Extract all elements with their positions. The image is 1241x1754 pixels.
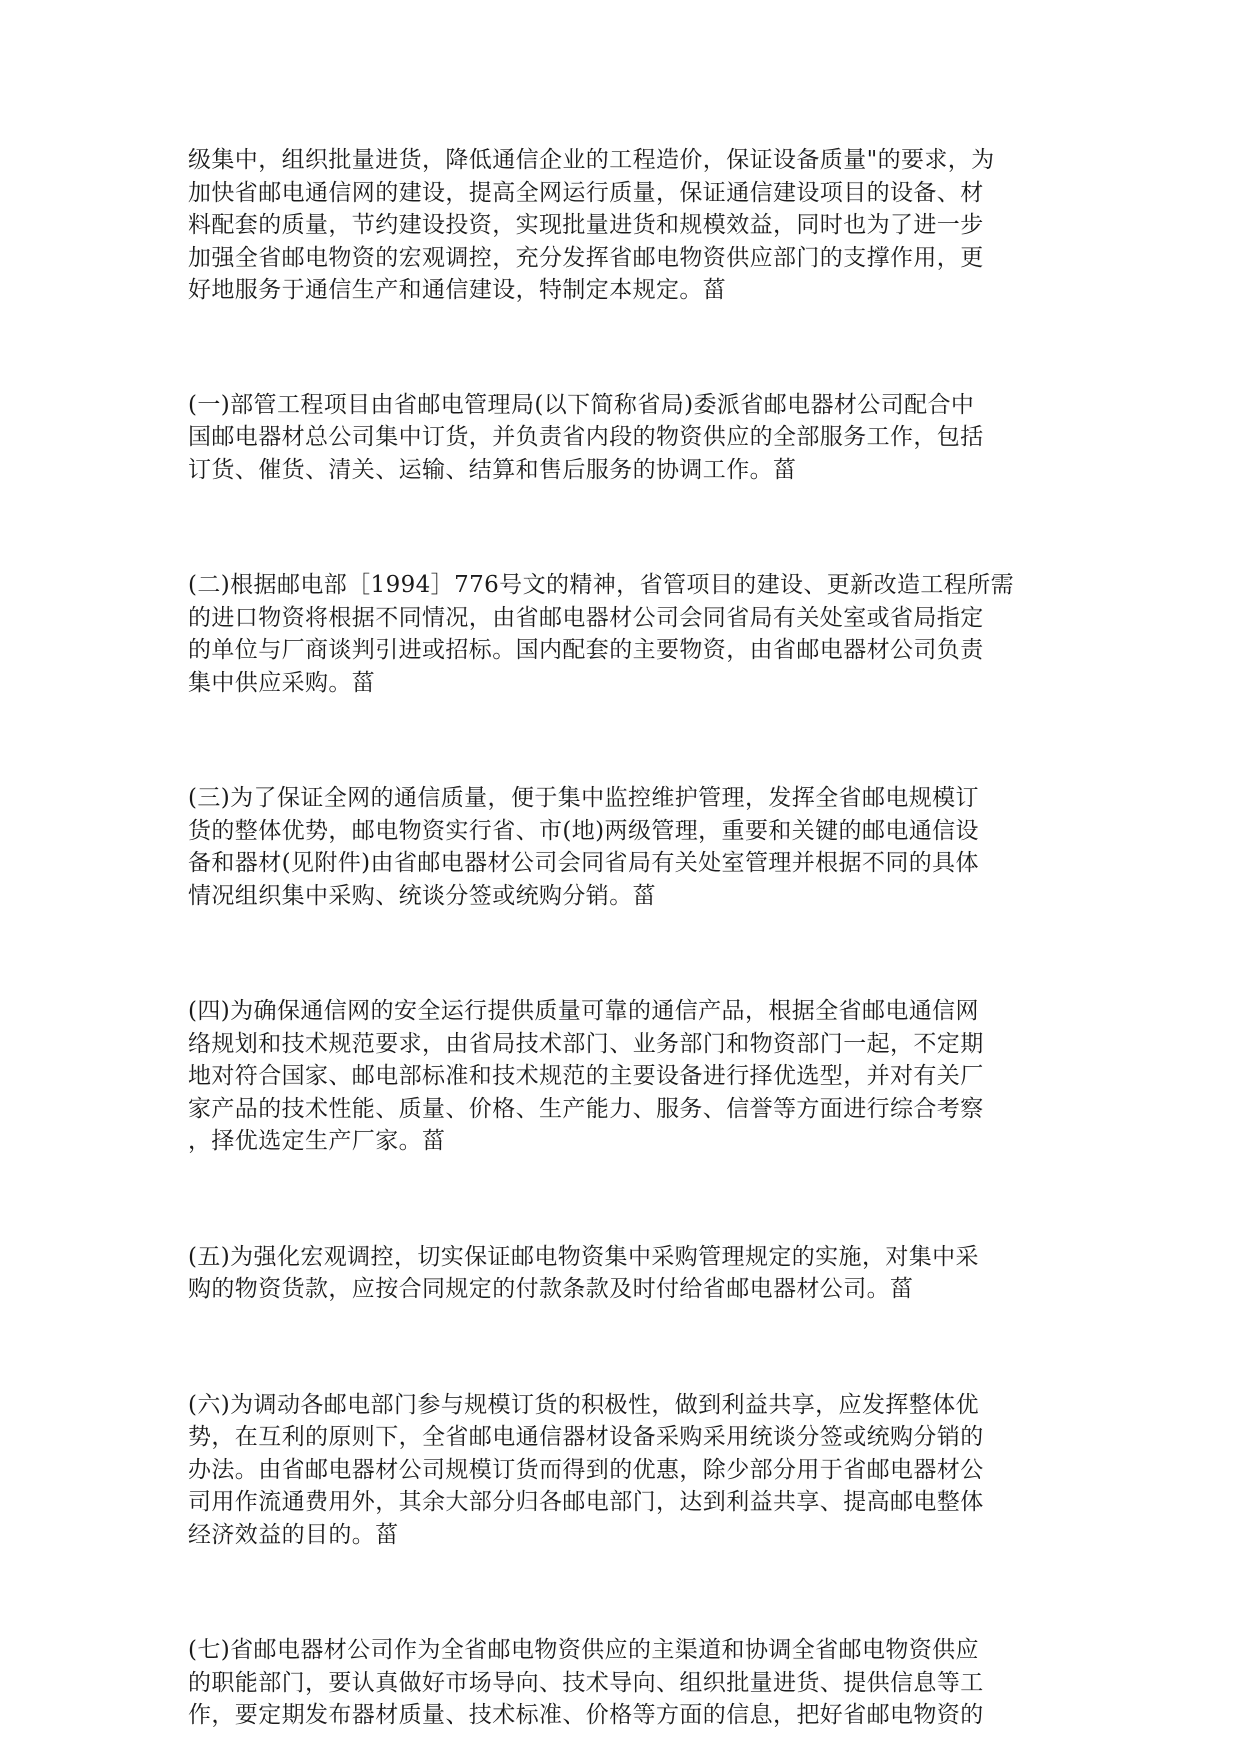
- document-page: [188, 144, 1063, 1732]
- text-line: (一)部管工程项目由省邮电管理局(以下简称省局)委派省邮电器材公司配合中: [188, 391, 975, 418]
- text-line: 经济效益的目的。菑: [188, 1521, 399, 1548]
- text-line: 司用作流通费用外，其余大部分归各邮电部门，达到利益共享、提高邮电整体: [188, 1489, 984, 1515]
- text-line: 好地服务于通信生产和通信建设，特制定本规定。菑: [188, 277, 727, 303]
- text-line: 势，在互利的原则下，全省邮电通信器材设备采购采用统谈分签或统购分销的: [188, 1424, 984, 1450]
- text-line: 购的物资货款，应按合同规定的付款条款及时付给省邮电器材公司。菑: [188, 1276, 914, 1302]
- intro-paragraph: [188, 144, 1063, 307]
- text-line: (二)根据邮电部［1994］776号文的精神，省管项目的建设、更新改造工程所需: [188, 572, 1014, 598]
- item-6-paragraph: [188, 1389, 1063, 1552]
- item-2-paragraph: [188, 569, 1063, 699]
- text-line: 家产品的技术性能、质量、价格、生产能力、服务、信誉等方面进行综合考察: [188, 1095, 984, 1122]
- text-line: 的单位与厂商谈判引进或招标。国内配套的主要物资，由省邮电器材公司负责: [188, 637, 984, 663]
- text-line: 货的整体优势，邮电物资实行省、市(地)两级管理，重要和关键的邮电通信设: [188, 817, 979, 844]
- text-line: 加强全省邮电物资的宏观调控，充分发挥省邮电物资供应部门的支撑作用，更: [188, 244, 984, 271]
- text-line: (三)为了保证全网的通信质量，便于集中监控维护管理，发挥全省邮电规模订: [188, 785, 979, 811]
- item-1-paragraph: [188, 389, 1063, 487]
- text-line: ，择优选定生产厂家。菑: [188, 1128, 446, 1154]
- text-line: 的进口物资将根据不同情况，由省邮电器材公司会同省局有关处室或省局指定: [188, 604, 984, 631]
- text-line: 作，要定期发布器材质量、技术标准、价格等方面的信息，把好省邮电物资的: [188, 1702, 984, 1728]
- item-3-paragraph: [188, 782, 1063, 912]
- text-line: 地对符合国家、邮电部标准和技术规范的主要设备进行择优选型，并对有关厂: [188, 1063, 984, 1089]
- text-line: (七)省邮电器材公司作为全省邮电物资供应的主渠道和协调全省邮电物资供应: [188, 1637, 979, 1663]
- text-line: 国邮电器材总公司集中订货，并负责省内段的物资供应的全部服务工作，包括: [188, 424, 984, 450]
- text-line: 加快省邮电通信网的建设，提高全网运行质量，保证通信建设项目的设备、材: [188, 179, 984, 206]
- text-line: 情况组织集中采购、统谈分签或统购分销。菑: [188, 882, 656, 909]
- text-line: 级集中，组织批量进货，降低通信企业的工程造价，保证设备质量"的要求，为: [188, 147, 995, 173]
- text-line: 料配套的质量，节约建设投资，实现批量进货和规模效益，同时也为了进一步: [188, 212, 984, 238]
- text-line: 络规划和技术规范要求，由省局技术部门、业务部门和物资部门一起，不定期: [188, 1030, 984, 1057]
- text-line: (四)为确保通信网的安全运行提供质量可靠的通信产品，根据全省邮电通信网: [188, 998, 979, 1024]
- text-line: (五)为强化宏观调控，切实保证邮电物资集中采购管理规定的实施，对集中采: [188, 1243, 979, 1270]
- item-5-paragraph: [188, 1241, 1063, 1306]
- item-7-paragraph: [188, 1634, 1063, 1732]
- text-line: (六)为调动各邮电部门参与规模订货的积极性，做到利益共享，应发挥整体优: [188, 1391, 979, 1418]
- item-4-paragraph: [188, 995, 1063, 1158]
- text-line: 订货、催货、清关、运输、结算和售后服务的协调工作。菑: [188, 456, 797, 483]
- text-line: 集中供应采购。菑: [188, 669, 376, 696]
- text-line: 备和器材(见附件)由省邮电器材公司会同省局有关处室管理并根据不同的具体: [188, 850, 979, 876]
- text-line: 办法。由省邮电器材公司规模订货而得到的优惠，除少部分用于省邮电器材公: [188, 1456, 984, 1483]
- text-line: 的职能部门，要认真做好市场导向、技术导向、组织批量进货、提供信息等工: [188, 1669, 984, 1696]
